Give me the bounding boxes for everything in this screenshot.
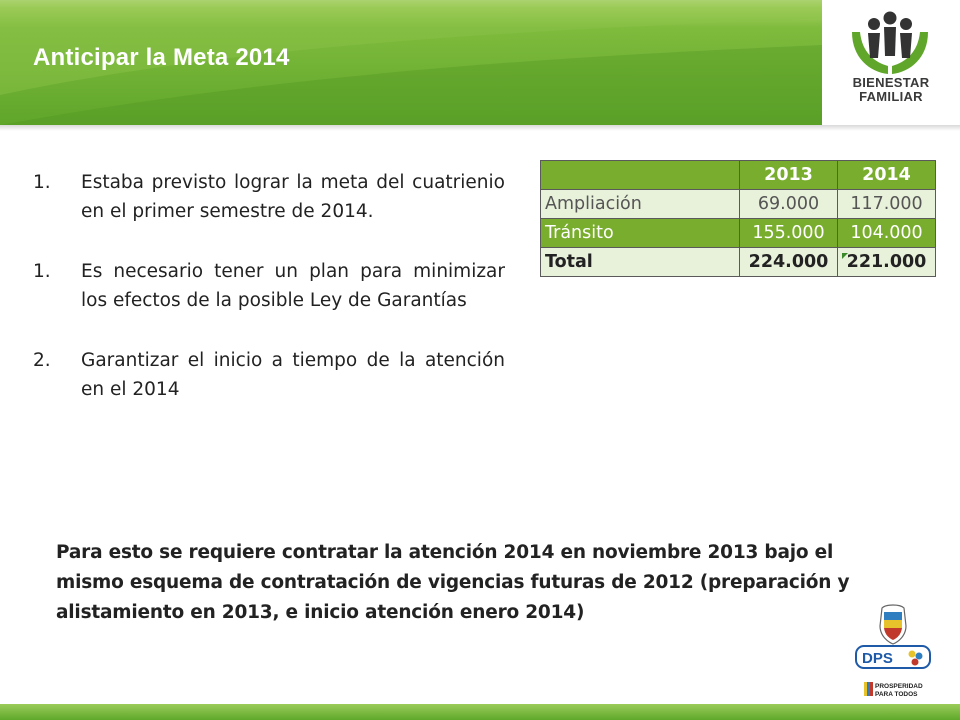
table-row bbox=[541, 219, 936, 248]
table-header-row bbox=[541, 161, 936, 190]
page-title: Anticipar la Meta 2014 bbox=[33, 44, 290, 71]
cell-2013: 155.000 bbox=[740, 219, 838, 248]
cell-2013: 224.000 bbox=[740, 248, 838, 277]
goals-table bbox=[540, 160, 936, 277]
family-hands-icon bbox=[822, 0, 960, 80]
row-label: Total bbox=[541, 248, 740, 277]
list-item-number: 1. bbox=[33, 172, 51, 193]
logo-text-line2: FAMILIAR bbox=[859, 89, 923, 104]
list-item-text: Estaba previsto lograr la meta del cuatrienio en el primer semestre de 2014. bbox=[81, 172, 505, 222]
table-header-blank bbox=[541, 161, 740, 190]
conclusion-text: Para esto se requiere contratar la atención 2014 en noviembre 2013 bajo el mismo esquema de contratación de vigencias futuras de 2012 (preparación y alistamiento en 2013, e inicio atención enero 2014) bbox=[56, 542, 850, 623]
list-item-number: 2. bbox=[33, 350, 51, 371]
logo-text-line1: BIENESTAR bbox=[852, 75, 930, 90]
row-label: Tránsito bbox=[541, 219, 740, 248]
para-todos-text: PARA TODOS bbox=[875, 691, 918, 698]
list-item-text: Garantizar el inicio a tiempo de la atención en el 2014 bbox=[81, 350, 505, 400]
table-header-2013: 2013 bbox=[740, 161, 838, 190]
header-shadow bbox=[0, 125, 960, 131]
cell-marker-icon bbox=[842, 253, 848, 259]
list-item bbox=[33, 257, 505, 315]
colombia-shield-icon bbox=[880, 605, 906, 644]
list-item bbox=[33, 346, 505, 404]
cell-2014: 221.000 bbox=[838, 248, 936, 277]
header-banner bbox=[0, 0, 960, 125]
table-header-2014: 2014 bbox=[838, 161, 936, 190]
row-label: Ampliación bbox=[541, 190, 740, 219]
list-item-number: 1. bbox=[33, 261, 51, 282]
cell-2013: 69.000 bbox=[740, 190, 838, 219]
table-row bbox=[541, 248, 936, 277]
bienestar-familiar-logo bbox=[822, 0, 960, 128]
prosperidad-text: PROSPERIDAD bbox=[875, 683, 923, 690]
dps-logo bbox=[852, 604, 934, 704]
table-row bbox=[541, 190, 936, 219]
footer-bar bbox=[0, 704, 960, 720]
bullet-list bbox=[33, 168, 505, 435]
cell-2014: 117.000 bbox=[838, 190, 936, 219]
list-item-text: Es necesario tener un plan para minimizar los efectos de la posible Ley de Garantías bbox=[81, 261, 505, 311]
cell-2014: 104.000 bbox=[838, 219, 936, 248]
list-item bbox=[33, 168, 505, 226]
dps-text: DPS bbox=[862, 650, 893, 667]
